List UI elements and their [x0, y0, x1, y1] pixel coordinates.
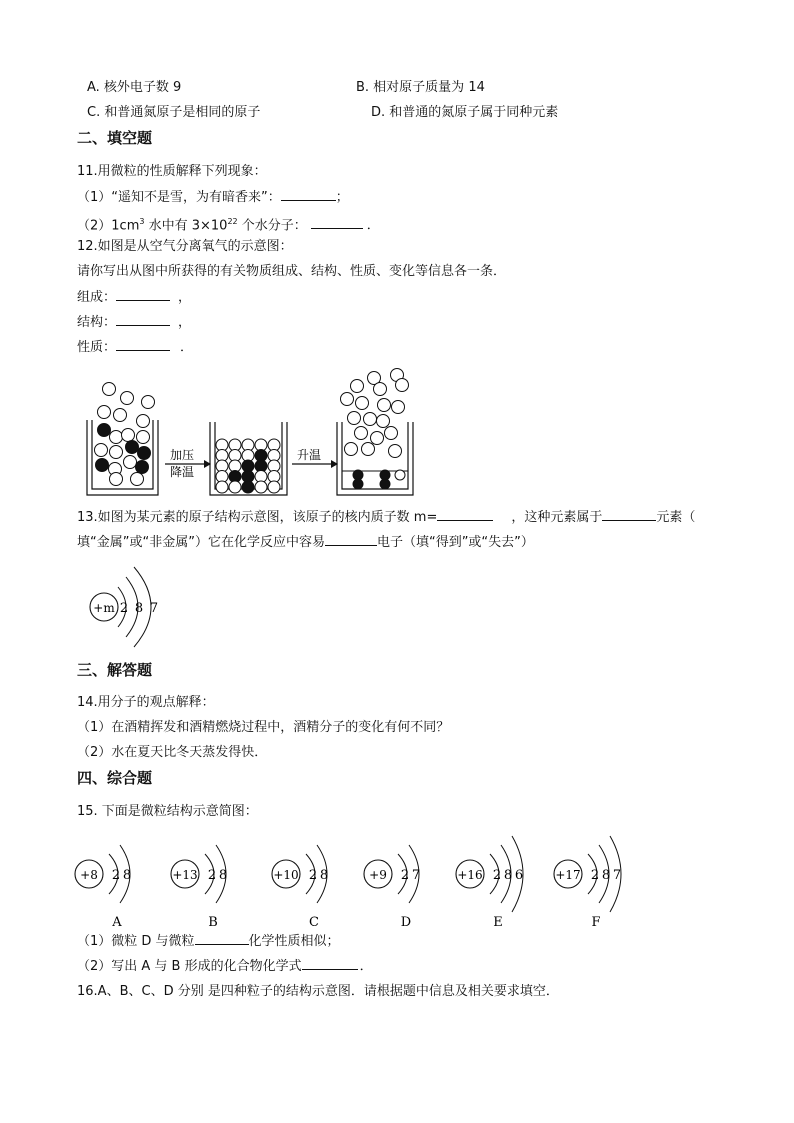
- q12-property-blank[interactable]: [116, 338, 170, 351]
- nucleus-charge: +17: [555, 868, 581, 882]
- molecules-left: [95, 383, 155, 486]
- option-c: C. 和普通氮原子是相同的原子: [87, 105, 261, 120]
- shell-electron-count: 7: [612, 868, 622, 883]
- shell-electron-count: 2: [111, 868, 121, 883]
- molecule-circle: [385, 427, 398, 440]
- q14-part2: （2）水在夏天比冬天蒸发得快．: [77, 745, 268, 760]
- q11-blank1[interactable]: [281, 188, 336, 201]
- particle-label: F: [591, 915, 601, 930]
- section-heading-answer: 三、解答题: [77, 661, 153, 679]
- shell-electron-count: 8: [503, 868, 513, 883]
- q11-part1: [77, 188, 349, 207]
- molecule-circle: [137, 431, 150, 444]
- q11-part1-end: ；: [335, 190, 349, 205]
- q11-part2-end: ．: [366, 218, 380, 234]
- molecule-circle: [242, 481, 254, 493]
- molecule-circle: [355, 427, 368, 440]
- molecule-circle: [98, 406, 111, 419]
- nucleus-charge: +9: [369, 868, 387, 882]
- section-heading-comprehensive: 四、综合题: [77, 769, 153, 787]
- section-heading-fill-in: 二、填空题: [77, 129, 153, 147]
- option-b: B. 相对原子质量为 14: [356, 80, 485, 95]
- molecule-circle: [392, 401, 405, 414]
- arrow2-label: 升温: [297, 448, 322, 462]
- arrow-pressurize-cool: [165, 447, 211, 479]
- q13-line2a: 填“金属”或“非金属”）它在化学反应中容易: [77, 535, 325, 550]
- molecule-circle: [268, 481, 280, 493]
- molecules-middle: [216, 439, 280, 493]
- q11-part2-mid: 水中有 3×10: [144, 218, 228, 234]
- molecule-circle: [345, 443, 358, 456]
- molecule-circle: [396, 379, 409, 392]
- particle-B: [171, 845, 227, 930]
- molecule-circle: [110, 431, 123, 444]
- arrow-warm: [292, 447, 338, 468]
- q14-part1: （1）在酒精挥发和酒精燃烧过程中，酒精分子的变化有何不同？: [77, 720, 450, 735]
- molecule-circle: [137, 415, 150, 428]
- molecule-circle: [389, 445, 402, 458]
- particle-label: C: [309, 915, 319, 930]
- molecule-circle: [353, 479, 363, 489]
- molecule-circle: [96, 459, 109, 472]
- molecule-circle: [138, 447, 151, 460]
- molecule-circle: [216, 481, 228, 493]
- particle-E: [456, 836, 523, 930]
- q12-structure-label: 结构：: [77, 315, 117, 330]
- q12-structure-end: ，: [178, 315, 192, 330]
- molecule-circle: [95, 444, 108, 457]
- molecule-circle: [356, 397, 369, 410]
- shell3-count: 7: [149, 601, 159, 616]
- option-a: A. 核外电子数 9: [87, 80, 182, 95]
- nucleus-charge: +13: [172, 868, 198, 882]
- option-d: D. 和普通的氮原子属于同种元素: [371, 105, 559, 120]
- q15-blank2[interactable]: [302, 957, 358, 970]
- shell-electron-count: 2: [590, 868, 600, 883]
- q16-stem: 16.A、B、C、D 分别 是四种粒子的结构示意图．请根据题中信息及相关要求填空．: [77, 984, 559, 999]
- molecule-circle: [377, 415, 390, 428]
- molecule-circle: [229, 481, 241, 493]
- molecule-circle: [121, 392, 134, 405]
- q13-line1: [77, 508, 695, 527]
- q12-composition-end: ，: [178, 290, 192, 305]
- shell-electron-count: 8: [218, 868, 228, 883]
- q12-stem: 12.如图是从空气分离氧气的示意图：: [77, 239, 293, 254]
- shell-electron-count: 2: [492, 868, 502, 883]
- q15-particle-diagrams: [70, 824, 650, 934]
- q15-part1: [77, 932, 340, 951]
- shell-electron-count: 2: [308, 868, 318, 883]
- shell2-count: 8: [134, 601, 144, 616]
- particle-label: B: [208, 915, 218, 930]
- particle-A: [75, 845, 131, 930]
- q11-part2-pre: （2）1cm: [77, 218, 140, 234]
- particle-C: [272, 845, 328, 930]
- molecule-circle: [351, 380, 364, 393]
- arrow1-bottom-label: 降温: [170, 465, 195, 479]
- shell-electron-count: 2: [400, 868, 410, 883]
- q15-part1b: 化学性质相似；: [248, 934, 340, 949]
- molecule-circle: [124, 456, 137, 469]
- molecules-right: [341, 369, 409, 490]
- molecule-circle: [131, 473, 144, 486]
- shell1-count: 2: [119, 601, 129, 616]
- molecule-circle: [378, 399, 391, 412]
- molecule-circle: [126, 441, 139, 454]
- q13-part1: 13.如图为某元素的原子结构示意图，该原子的核内质子数 m=: [77, 510, 438, 525]
- nucleus-charge: +8: [80, 868, 98, 882]
- molecule-circle: [110, 446, 123, 459]
- molecule-circle: [371, 432, 384, 445]
- q13-line2b: 电子（填“得到”或“失去”）: [376, 535, 534, 550]
- particle-label: D: [400, 915, 412, 930]
- molecule-circle: [142, 396, 155, 409]
- q12-property-end: ．: [180, 340, 194, 355]
- q15-part2: [77, 957, 373, 976]
- q11-part1-text: （1）“遥知不是雪，为有暗香来”：: [77, 190, 281, 205]
- q15-blank1[interactable]: [195, 932, 249, 945]
- molecule-circle: [364, 413, 377, 426]
- q11-sup-22: 22: [227, 217, 238, 226]
- shell-electron-count: 8: [122, 868, 132, 883]
- particle-label: A: [112, 915, 122, 930]
- q12-property-line: [77, 338, 193, 357]
- molecule-circle: [136, 461, 149, 474]
- q11-sup-3: 3: [139, 217, 145, 226]
- particle-label: E: [493, 915, 503, 930]
- shell-electron-count: 8: [319, 868, 329, 883]
- q12-composition-label: 组成：: [77, 290, 117, 305]
- q13-blank-m[interactable]: [437, 508, 493, 521]
- q11-blank2[interactable]: [311, 216, 363, 229]
- q13-blank-type[interactable]: [602, 508, 656, 521]
- molecule-circle: [348, 412, 361, 425]
- molecule-circle: [122, 429, 135, 442]
- shell-electron-count: 8: [601, 868, 611, 883]
- q12-composition-line: [77, 288, 191, 307]
- molecule-circle: [98, 424, 111, 437]
- q12-property-label: 性质：: [77, 340, 117, 355]
- q13-part3: 元素（: [656, 510, 696, 525]
- q13-part2: ，这种元素属于: [511, 510, 603, 525]
- q14-stem: 14.用分子的观点解释：: [77, 695, 215, 710]
- shell-electron-count: 7: [411, 868, 421, 883]
- q13-line2: [77, 533, 534, 552]
- nucleus-label: +m: [93, 601, 115, 615]
- molecule-circle: [103, 383, 116, 396]
- molecule-circle: [255, 481, 267, 493]
- molecule-circle: [362, 443, 375, 456]
- q13-atom-diagram: [84, 560, 174, 655]
- q15-part2a: （2）写出 A 与 B 形成的化合物化学式: [77, 959, 302, 974]
- q15-stem: 15. 下面是微粒结构示意简图：: [77, 804, 258, 819]
- arrow1-top-label: 加压: [170, 448, 195, 462]
- nucleus-charge: +10: [273, 868, 299, 882]
- molecule-circle: [374, 383, 387, 396]
- q15-part1a: （1）微粒 D 与微粒: [77, 934, 195, 949]
- q11-stem: 11.用微粒的性质解释下列现象：: [77, 164, 267, 179]
- molecule-circle: [110, 473, 123, 486]
- q12-structure-blank[interactable]: [116, 313, 170, 326]
- q12-instruction: 请你写出从图中所获得的有关物质组成、结构、性质、变化等信息各一条．: [77, 264, 507, 279]
- q15-part2b: ．: [359, 959, 373, 974]
- q12-structure-line: [77, 313, 191, 332]
- nucleus-charge: +16: [457, 868, 483, 882]
- shell-electron-count: 2: [207, 868, 217, 883]
- particle-F: [554, 836, 621, 930]
- shell-electron-count: 6: [514, 868, 524, 883]
- molecule-circle: [114, 409, 127, 422]
- q13-blank-electron[interactable]: [325, 533, 377, 546]
- q11-part2-post: 个水分子：: [237, 218, 307, 234]
- q12-composition-blank[interactable]: [116, 288, 170, 301]
- particle-D: [364, 845, 420, 930]
- molecule-circle: [395, 470, 405, 480]
- air-separation-diagram: [80, 365, 425, 500]
- molecule-circle: [341, 393, 354, 406]
- q11-part2: [77, 213, 380, 235]
- molecule-circle: [380, 479, 390, 489]
